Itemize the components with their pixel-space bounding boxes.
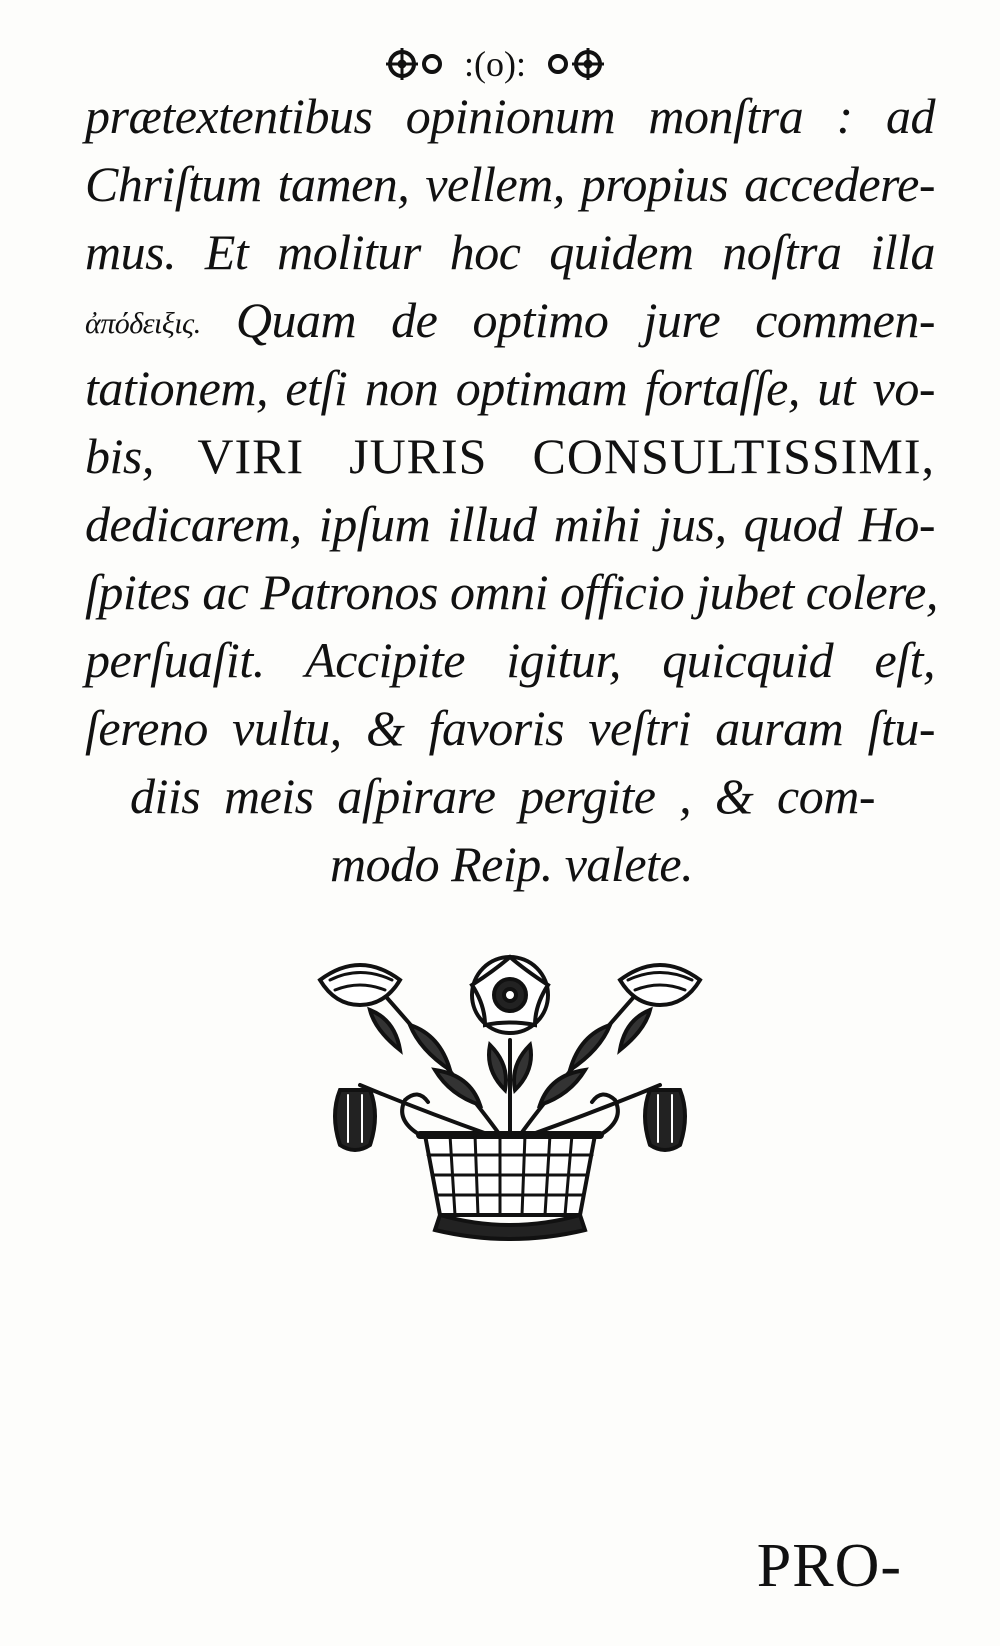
text-line-4-rest: Quam de optimo jure commen-: [235, 292, 935, 348]
dedication-caps: VIRI JURIS CONSULTISSIMI,: [197, 428, 935, 484]
text-line-5: tationem, etſi non optimam fortaſſe, ut vo-: [85, 360, 935, 416]
text-line-2: Chriſtum tamen, vellem, propius accedere-: [85, 156, 935, 212]
flower-basket-icon: [300, 930, 720, 1260]
text-line-11: diis meis aſpirare pergite , & com-: [130, 768, 875, 824]
text-line-6-pre: bis,: [85, 428, 154, 484]
catchword: PRO-: [756, 1532, 902, 1600]
text-line-4: [85, 286, 935, 354]
text-line-12: modo Reip. valete.: [330, 836, 694, 892]
text-line-3: mus. Et molitur hoc quidem noſtra illa: [85, 224, 935, 280]
header-ornament-text: :(o):: [464, 44, 526, 84]
text-line-10: ſereno vultu, & favoris veſtri auram ſtu-: [85, 700, 935, 756]
greek-word: ἀπόδειξις.: [85, 307, 201, 340]
text-line-7: dedicarem, ipſum illud mihi jus, quod Ho-: [85, 496, 935, 552]
text-line-8: ſpites ac Patronos omni officio jubet colere,: [85, 564, 938, 620]
text-line-6: [85, 422, 935, 490]
text-line-1: prætextentibus opinionum monſtra : ad: [85, 88, 935, 144]
text-line-9: perſuaſit. Accipite igitur, quicquid eſt,: [85, 632, 935, 688]
body-text: [85, 82, 938, 898]
